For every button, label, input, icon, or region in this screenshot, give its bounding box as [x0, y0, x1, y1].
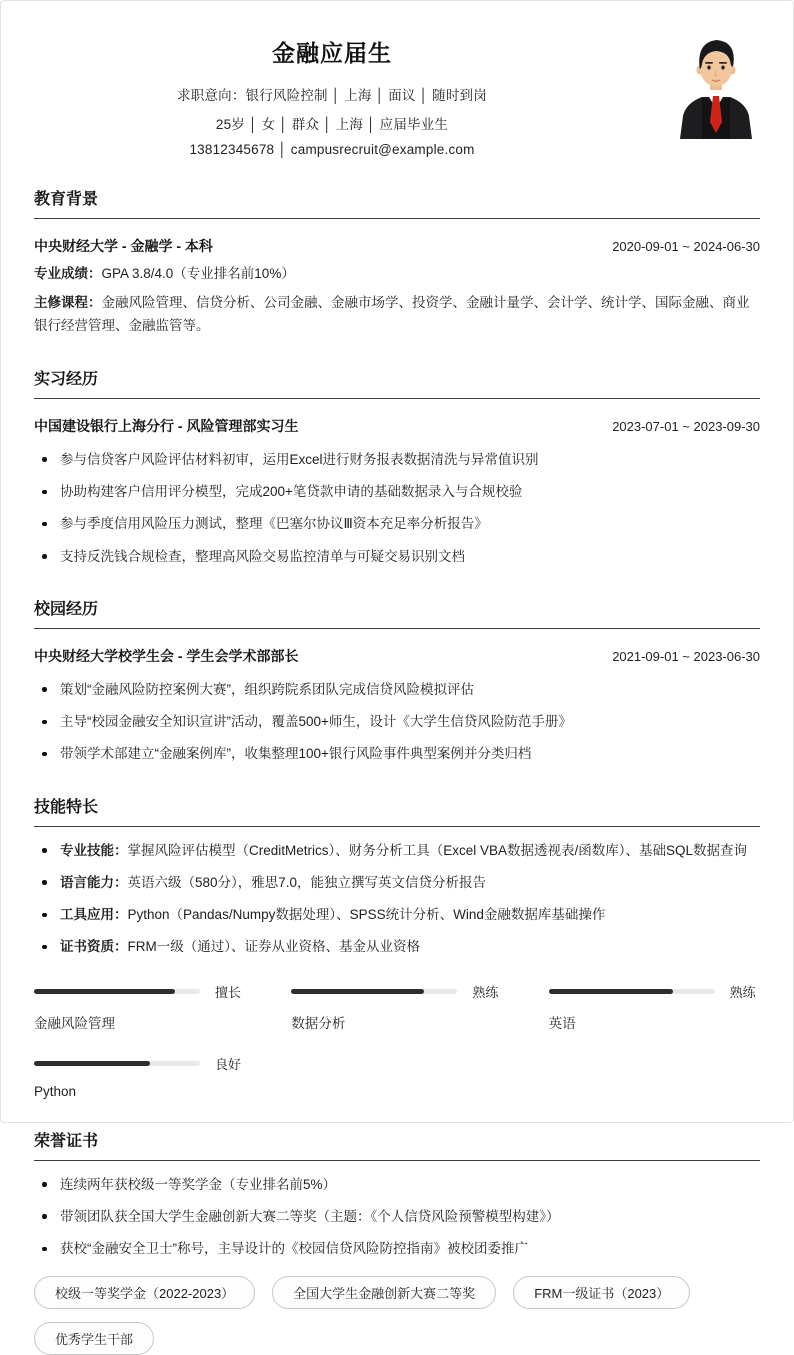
skill-bar — [291, 982, 502, 1032]
list-item — [34, 450, 760, 470]
skill-bar-fill — [291, 989, 424, 994]
education-entry-title: 中央财经大学 - 金融学 - 本科 — [34, 238, 213, 254]
bullet-text: 获校“金融安全卫士”称号，主导设计的《校园信贷风险防控指南》被校团委推广 — [60, 1241, 528, 1257]
honors-bullet-list — [34, 1175, 760, 1260]
section-campus — [34, 596, 760, 765]
list-item — [34, 1175, 760, 1195]
skill-bar-track — [549, 989, 715, 994]
bullet-text: 连续两年获校级一等奖学金（专业排名前5%） — [60, 1176, 337, 1192]
skills-bullet-list — [34, 841, 760, 958]
campus-bullet-list — [34, 680, 760, 765]
row-text: GPA 3.8/4.0（专业排名前10%） — [101, 266, 295, 281]
skill-level-label: 擅长 — [215, 984, 242, 1000]
skill-bars-grid — [34, 982, 760, 1099]
list-item — [34, 744, 760, 764]
skill-name: Python — [34, 1083, 77, 1099]
campus-entry-head — [34, 646, 760, 666]
skill-bar — [34, 982, 245, 1032]
row-label: 专业成绩： — [34, 266, 102, 281]
person-avatar-illustration — [672, 29, 760, 139]
education-gpa-row — [34, 263, 760, 285]
skill-text: 掌握风险评估模型（CreditMetrics）、财务分析工具（Excel VBA数据透视表/函数库）、基础SQL数据查询 — [127, 842, 748, 858]
list-item — [34, 712, 760, 732]
skill-bar-fill — [549, 989, 674, 994]
header-text-block — [34, 35, 630, 157]
education-entry-head — [34, 236, 760, 256]
skill-level-label: 良好 — [215, 1056, 242, 1072]
skill-name: 金融风险管理 — [34, 1015, 115, 1031]
skill-bar-fill — [34, 989, 175, 994]
bullet-text: 支持反洗钱合规检查，整理高风险交易监控清单与可疑交易识别文档 — [60, 548, 465, 564]
section-title-skills: 技能特长 — [34, 794, 760, 827]
row-text: 金融风险管理、信贷分析、公司金融、金融市场学、投资学、金融计量学、会计学、统计学、国际金融、商业银行经营管理、金融监管等。 — [34, 295, 750, 333]
skill-text: 英语六级（580分），雅思7.0，能独立撰写英文信贷分析报告 — [127, 874, 487, 890]
honor-tag: FRM一级证书（2023） — [513, 1276, 690, 1309]
skill-bar — [34, 1054, 245, 1099]
skill-bar-fill — [34, 1061, 150, 1066]
section-internship — [34, 366, 760, 567]
resume-header — [34, 35, 760, 157]
honor-tag: 校级一等奖学金（2022-2023） — [34, 1276, 255, 1309]
skill-name: 英语 — [548, 1015, 576, 1031]
education-entry-date: 2020-09-01 ~ 2024-06-30 — [612, 239, 760, 254]
row-label: 主修课程： — [34, 295, 102, 311]
internship-entry-head — [34, 416, 760, 436]
list-item — [34, 905, 760, 925]
list-item — [34, 514, 760, 534]
section-title-internship: 实习经历 — [34, 366, 760, 399]
bullet-text: 协助构建客户信用评分模型，完成200+笔贷款申请的基础数据录入与合规校验 — [60, 484, 523, 500]
section-education — [34, 186, 760, 337]
bullet-text: 参与信贷客户风险评估材料初审，运用Excel进行财务报表数据清洗与异常值识别 — [60, 451, 539, 467]
skill-label: 语言能力： — [60, 874, 128, 890]
honor-tags — [34, 1276, 760, 1355]
skill-label: 证书资质： — [60, 939, 128, 955]
profile-photo — [672, 29, 760, 139]
section-skills — [34, 794, 760, 1099]
bullet-text: 带领团队获全国大学生金融创新大赛二等奖（主题：《个人信贷风险预警模型构建》） — [60, 1208, 560, 1224]
skill-label: 工具应用： — [60, 907, 128, 923]
honor-tag: 优秀学生干部 — [34, 1322, 154, 1355]
section-title-education: 教育背景 — [34, 186, 760, 219]
personal-info-line: 25岁 │ 女 │ 群众 │ 上海 │ 应届毕业生 — [215, 117, 449, 132]
section-title-honors: 荣誉证书 — [34, 1128, 760, 1161]
list-item — [34, 482, 760, 502]
skill-bar-track — [291, 989, 457, 994]
skill-bar — [549, 982, 760, 1032]
bullet-text: 参与季度信用风险压力测试，整理《巴塞尔协议Ⅲ资本充足率分析报告》 — [60, 516, 488, 532]
list-item — [34, 680, 760, 700]
internship-bullet-list — [34, 450, 760, 567]
list-item — [34, 841, 760, 861]
bullet-text: 策划“金融风险防控案例大赛”，组织跨院系团队完成信贷风险模拟评估 — [60, 681, 474, 697]
section-honors — [34, 1128, 760, 1355]
list-item — [34, 1207, 760, 1227]
skill-bar-track — [34, 1061, 200, 1066]
skill-text: Python（Pandas/Numpy数据处理）、SPSS统计分析、Wind金融数据库基础操作 — [127, 907, 606, 923]
skill-bar-track — [34, 989, 200, 994]
education-courses-row — [34, 292, 760, 337]
list-item — [34, 547, 760, 567]
skill-level-label: 熟练 — [729, 984, 756, 1000]
bullet-text: 主导“校园金融安全知识宣讲”活动，覆盖500+师生，设计《大学生信贷风险防范手册》 — [60, 714, 572, 730]
contact-line: 13812345678 │ campusrecruit@example.com — [189, 142, 475, 157]
internship-entry-date: 2023-07-01 ~ 2023-09-30 — [612, 418, 760, 434]
honor-tag: 全国大学生金融创新大赛二等奖 — [272, 1276, 496, 1309]
list-item — [34, 1239, 760, 1259]
campus-entry-title: 中央财经大学校学生会 - 学生会学术部部长 — [34, 647, 299, 664]
campus-entry-date: 2021-09-01 ~ 2023-06-30 — [612, 648, 760, 664]
job-intent-line: 求职意向：银行风险控制 │ 上海 │ 面议 │ 随时到岗 — [177, 88, 487, 103]
skill-text: FRM一级（通过）、证券从业资格、基金从业资格 — [127, 939, 420, 955]
page-title: 金融应届生 — [272, 40, 392, 66]
internship-entry-title: 中国建设银行上海分行 - 风险管理部实习生 — [34, 417, 299, 434]
skill-level-label: 熟练 — [472, 984, 499, 1000]
section-title-campus: 校园经历 — [34, 596, 760, 629]
skill-label: 专业技能： — [60, 842, 128, 858]
skill-name: 数据分析 — [291, 1015, 346, 1031]
bullet-text: 带领学术部建立“金融案例库”，收集整理100+银行风险事件典型案例并分类归档 — [60, 746, 532, 762]
list-item — [34, 873, 760, 893]
list-item — [34, 937, 760, 957]
